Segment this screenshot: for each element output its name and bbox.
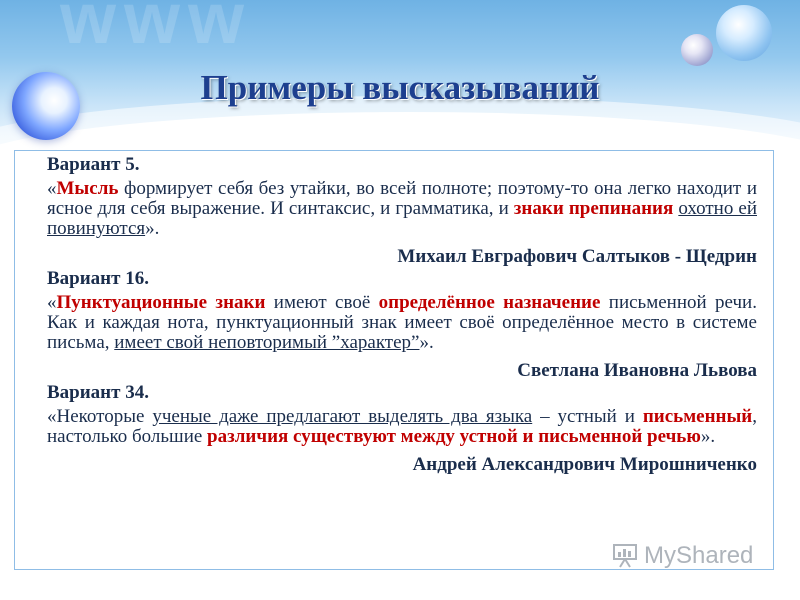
quote-text [47, 407, 757, 447]
quote-underlined: имеет свой неповторимый ”характер” [114, 332, 420, 353]
logo-text: MyShared [644, 542, 754, 569]
quote-close: ». [145, 218, 160, 239]
quote-highlight: определённое назначение [378, 292, 601, 313]
quote-underlined: охотно ей повинуются [47, 198, 757, 239]
quote-highlight: письменный [642, 406, 753, 427]
quote-segment: , настолько большие [47, 406, 757, 447]
myshared-logo [612, 538, 782, 578]
quote-author: Михаил Евграфович Салтыков - Щедрин [397, 246, 757, 267]
quote-text [47, 293, 757, 353]
decorative-sphere-icon [716, 5, 772, 61]
quote-segment: имеют своё [265, 292, 379, 313]
quote-open: «Некоторые [47, 406, 153, 427]
quote-highlight: Пунктуационные знаки [56, 292, 266, 313]
quote-segment: формирует себя без утайки, во всей полноте; поэтому-то она легко находит и ясное для себя выражение. И синтаксис, и грамматика, и [47, 178, 757, 219]
quote-author: Светлана Ивановна Львова [517, 360, 757, 381]
quote-segment: – устный и [532, 406, 643, 427]
quote-highlight: различия существуют между устной и письменной речью [207, 426, 701, 447]
variant-heading: Вариант 34. [47, 382, 149, 403]
quote-highlight: знаки препинания [513, 198, 674, 219]
quote-segment: письменной речи. Как и каждая нота, пунктуационный знак имеет своё определённое место в системе письма, [47, 292, 757, 353]
quote-highlight: Мысль [56, 178, 119, 199]
banner-watermark: www [60, 0, 253, 59]
decorative-sphere-icon [681, 34, 713, 66]
quote-open: « [47, 178, 57, 199]
quote-text [47, 179, 757, 239]
quote-open: « [47, 292, 57, 313]
quote-author: Андрей Александрович Мирошниченко [412, 454, 757, 475]
variant-heading: Вариант 16. [47, 268, 149, 289]
quote-close: ». [700, 426, 716, 447]
presentation-board-icon [612, 542, 638, 568]
quotes-panel [14, 150, 774, 570]
quote-underlined: ученые даже предлагают выделять два языка [152, 406, 533, 427]
variant-heading: Вариант 5. [47, 154, 140, 175]
quote-close: ». [419, 332, 434, 353]
slide-title: Примеры высказываний [200, 68, 600, 107]
